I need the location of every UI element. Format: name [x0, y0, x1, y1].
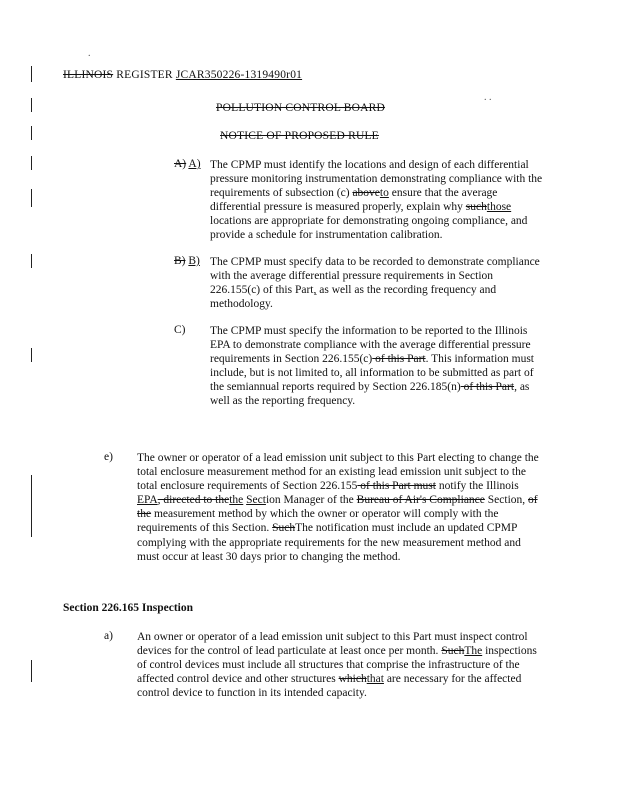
change-bar: [31, 66, 32, 82]
text-run: The owner or operator of a lead emission unit subject to this Part electing to change the total enclosure measurement method for an existing lead emission unit subject to the total enclosure requirements of Section 226.155: [137, 452, 539, 493]
item-a-lower-text: [137, 630, 542, 700]
text-run: locations are appropriate for demonstrating ongoing compliance, and provide a schedule for instrumentation calibration.: [210, 215, 528, 242]
label-new: A): [188, 158, 201, 170]
change-bar: [31, 156, 32, 170]
register-text: REGISTER: [113, 69, 176, 81]
struck-text: such: [465, 201, 487, 214]
change-bar: [31, 126, 32, 140]
inserted-text: the: [229, 494, 244, 507]
text-run: ion Manager of the: [265, 494, 357, 507]
inserted-text: The: [464, 645, 483, 658]
text-run: ensure that the average differential pressure is measured properly, explain why: [210, 187, 498, 214]
change-bar: [31, 98, 32, 112]
inserted-text: to: [379, 187, 389, 200]
item-a-label: [174, 158, 201, 170]
item-a-lower-label: a): [104, 630, 113, 642]
board-title-text: POLLUTION CONTROL BOARD: [216, 102, 386, 114]
document-id: JCAR350226-1319490r01: [175, 69, 303, 81]
inserted-text: those: [486, 201, 512, 214]
struck-text: Such: [441, 645, 465, 658]
section-heading: Section 226.165 Inspection: [63, 602, 194, 614]
label-struck: B): [174, 255, 186, 267]
text-run: are necessary for the affected control device to function in its intended capacity.: [137, 673, 522, 700]
change-bar: [31, 660, 32, 682]
text-run: An owner or operator of a lead emission unit subject to this Part must inspect control devices for the control of lead particulate at least once per month.: [137, 631, 528, 658]
item-c-text: [210, 324, 540, 409]
struck-text: of this Part: [372, 353, 426, 366]
text-run: The CPMP must specify data to be recorded to demonstrate compliance with the average differential pressure requirements in Section 226.155(c) of this Part: [210, 256, 540, 297]
inserted-text: that: [366, 673, 384, 686]
scan-mark: . .: [484, 92, 492, 103]
text-run: . This information must include, but is not limited to, all information to be submitted as part of the semiannual reports required by Section 226.185(n): [210, 353, 535, 394]
item-c-label: C): [174, 324, 186, 336]
scan-mark: .: [88, 48, 91, 59]
board-title: [216, 102, 385, 114]
change-bar: [31, 348, 32, 362]
register-header: [63, 69, 302, 81]
item-b-text: [210, 255, 540, 311]
struck-text: of the: [137, 494, 538, 521]
item-b-label: [174, 255, 200, 267]
text-run: The CPMP must identify the locations and design of each differential pressure monitoring instrumentation demonstrating compliance with the requirements of subsection (c): [210, 159, 543, 200]
text-run: , as well as the reporting frequency.: [210, 381, 530, 408]
change-bar: [31, 475, 32, 537]
text-run: as well as the recording frequency and methodology.: [210, 284, 497, 311]
text-run: The CPMP must specify the information to be reported to the Illinois EPA to demonstrate compliance with the average differential pressure requirements in Section 226.155(c): [210, 325, 531, 366]
struck-text: which: [338, 673, 367, 686]
change-bar: [31, 189, 32, 207]
struck-text: , directed to the: [157, 494, 230, 507]
struck-text: of this Part must: [357, 480, 436, 493]
inserted-text: ,: [313, 284, 317, 297]
struck-text: Such: [272, 522, 296, 535]
notice-title-text: NOTICE OF PROPOSED RULE: [220, 130, 379, 142]
item-e-label: e): [104, 451, 113, 463]
inserted-text: Sect: [246, 494, 266, 507]
register-struck: ILLINOIS: [63, 69, 114, 81]
struck-text: Bureau of Air's Compliance: [356, 494, 485, 507]
label-struck: A): [174, 158, 187, 170]
item-e-text: [137, 451, 542, 564]
text-run: The notification must include an updated CPMP complying with the appropriate requirements for the new measurement method and must occur at least 30 days prior to changing the method.: [137, 522, 521, 563]
struck-text: above: [352, 187, 380, 200]
text-run: Section,: [484, 494, 529, 507]
inserted-text: EPA: [137, 494, 158, 507]
label-new: B): [188, 255, 200, 267]
change-bar: [31, 254, 32, 268]
struck-text: of this Part: [460, 381, 515, 394]
text-run: measurement method by which the owner or operator will comply with the requirements of this Section.: [137, 508, 499, 535]
text-run: notify the Illinois: [435, 480, 519, 493]
notice-title: [220, 130, 379, 142]
item-a-text: [210, 158, 550, 243]
text-run: inspections of control devices must include all structures that comprise the infrastructure of the affected control device and other structures: [137, 645, 537, 686]
